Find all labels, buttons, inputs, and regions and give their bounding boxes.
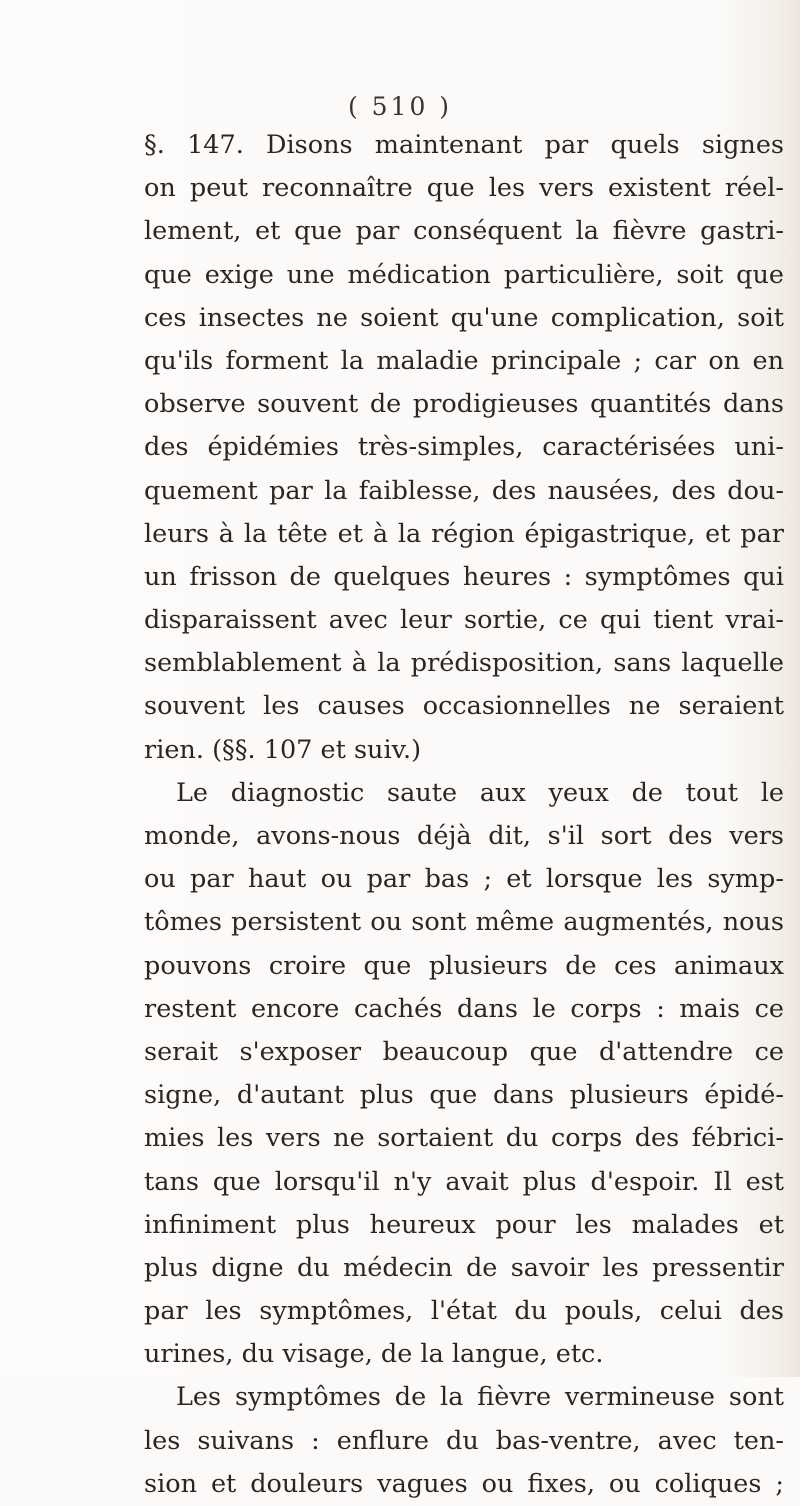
text-line: que exige une médication particulière, soit que (144, 259, 784, 290)
text-line: infiniment plus heureux pour les malades et (144, 1209, 784, 1240)
text-line: mies les vers ne sortaient du corps des fébrici- (144, 1123, 784, 1154)
body-text (144, 124, 784, 1506)
text-line: lement, et que par conséquent la fièvre gastri- (144, 216, 784, 247)
text-line: monde, avons-nous déjà dit, s'il sort des vers (144, 821, 784, 851)
text-line: on peut reconnaître que les vers existent réel- (144, 173, 784, 204)
text-line: ou par haut ou par bas ; et lorsque les symp- (144, 864, 784, 895)
text-line: les suivans : enflure du bas-ventre, avec ten- (144, 1425, 784, 1456)
text-line: signe, d'autant plus que dans plusieurs épidé- (144, 1080, 784, 1111)
text-line: urines, du visage, de la langue, etc. (144, 1339, 604, 1370)
text-line: disparaissent avec leur sortie, ce qui tient vrai- (144, 605, 784, 636)
text-line: par les symptômes, l'état du pouls, celui des (144, 1296, 784, 1327)
text-line: Les symptômes de la fièvre vermineuse sont (176, 1382, 784, 1413)
text-line: plus digne du médecin de savoir les pressentir (144, 1252, 784, 1283)
text-line: quement par la faiblesse, des nausées, des dou- (144, 475, 784, 506)
text-line: ces insectes ne soient qu'une complication, soit (144, 302, 784, 333)
text-line: des épidémies très-simples, caractérisées uni- (144, 432, 784, 463)
text-line: semblablement à la prédisposition, sans laquelle (144, 648, 784, 679)
text-line: observe souvent de prodigieuses quantités dans (144, 389, 784, 420)
text-line: souvent les causes occasionnelles ne seraient (144, 691, 784, 722)
text-line: un frisson de quelques heures : symptômes qui (144, 561, 784, 592)
text-line: sion et douleurs vagues ou fixes, ou coliques ; (144, 1468, 784, 1499)
text-line: serait s'exposer beaucoup que d'attendre ce (144, 1036, 784, 1067)
text-line: restent encore cachés dans le corps : mais ce (144, 993, 784, 1024)
text-line: rien. (§§. 107 et suiv.) (144, 734, 422, 765)
text-line: §. 147. Disons maintenant par quels signes (144, 130, 784, 160)
text-line: qu'ils forment la maladie principale ; car on en (144, 345, 784, 376)
text-line: pouvons croire que plusieurs de ces animaux (144, 950, 784, 981)
page-number: ( 510 ) (347, 92, 453, 121)
text-line: Le diagnostic saute aux yeux de tout le (176, 777, 784, 808)
text-line: tômes persistent ou sont même augmentés, nous (144, 907, 784, 938)
text-line: leurs à la tête et à la région épigastrique, et par (144, 518, 784, 549)
text-line: tans que lorsqu'il n'y avait plus d'espoir. Il est (144, 1166, 784, 1197)
